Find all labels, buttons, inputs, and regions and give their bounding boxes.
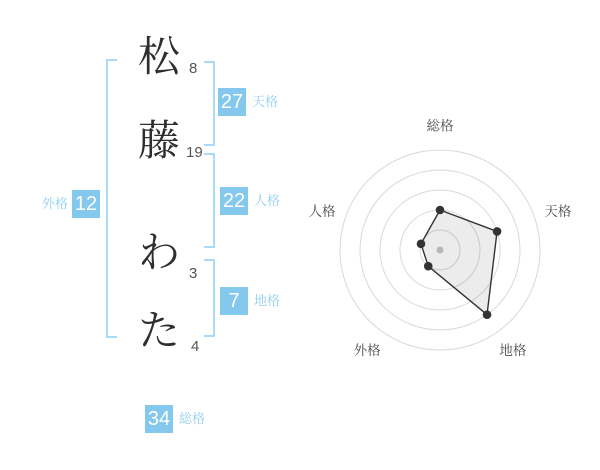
radar-axis-label: 総格 bbox=[426, 118, 454, 134]
radar-polygon bbox=[421, 210, 497, 315]
tenkaku-label: 天格 bbox=[252, 94, 279, 109]
gaikaku-badge: 12 bbox=[72, 190, 100, 218]
gaikaku-bracket bbox=[106, 59, 117, 338]
gaikaku-label: 外格 bbox=[42, 196, 69, 211]
name-char-4: た bbox=[137, 306, 180, 355]
stroke-count-2: 19 bbox=[186, 144, 203, 161]
jinkaku-label: 人格 bbox=[254, 193, 281, 208]
radar-point bbox=[417, 240, 426, 249]
radar-axis-label: 外格 bbox=[353, 342, 381, 358]
radar-point bbox=[436, 206, 445, 215]
radar-axis-label: 地格 bbox=[499, 342, 527, 358]
radar-axis-label: 人格 bbox=[308, 204, 336, 220]
chikaku-bracket bbox=[204, 259, 215, 337]
radar-point bbox=[493, 227, 502, 236]
soukaku-badge: 34 bbox=[145, 405, 173, 433]
radar-chart bbox=[290, 100, 590, 400]
chikaku-label: 地格 bbox=[254, 293, 281, 308]
soukaku-label: 総格 bbox=[179, 411, 206, 426]
name-char-2: 藤 bbox=[137, 116, 180, 165]
tenkaku-badge: 27 bbox=[218, 88, 246, 116]
radar-point bbox=[483, 310, 492, 319]
chikaku-badge: 7 bbox=[220, 287, 248, 315]
name-char-1: 松 bbox=[137, 32, 180, 81]
jinkaku-badge: 22 bbox=[220, 187, 248, 215]
stroke-count-3: 3 bbox=[189, 265, 198, 282]
radar-point bbox=[424, 262, 433, 271]
stroke-count-1: 8 bbox=[189, 60, 198, 77]
jinkaku-bracket bbox=[204, 153, 215, 248]
name-char-3: わ bbox=[137, 228, 180, 277]
stroke-count-4: 4 bbox=[191, 338, 200, 355]
radar-center-dot bbox=[437, 247, 444, 254]
tenkaku-bracket bbox=[204, 61, 215, 146]
radar-axis-label: 天格 bbox=[544, 204, 572, 220]
